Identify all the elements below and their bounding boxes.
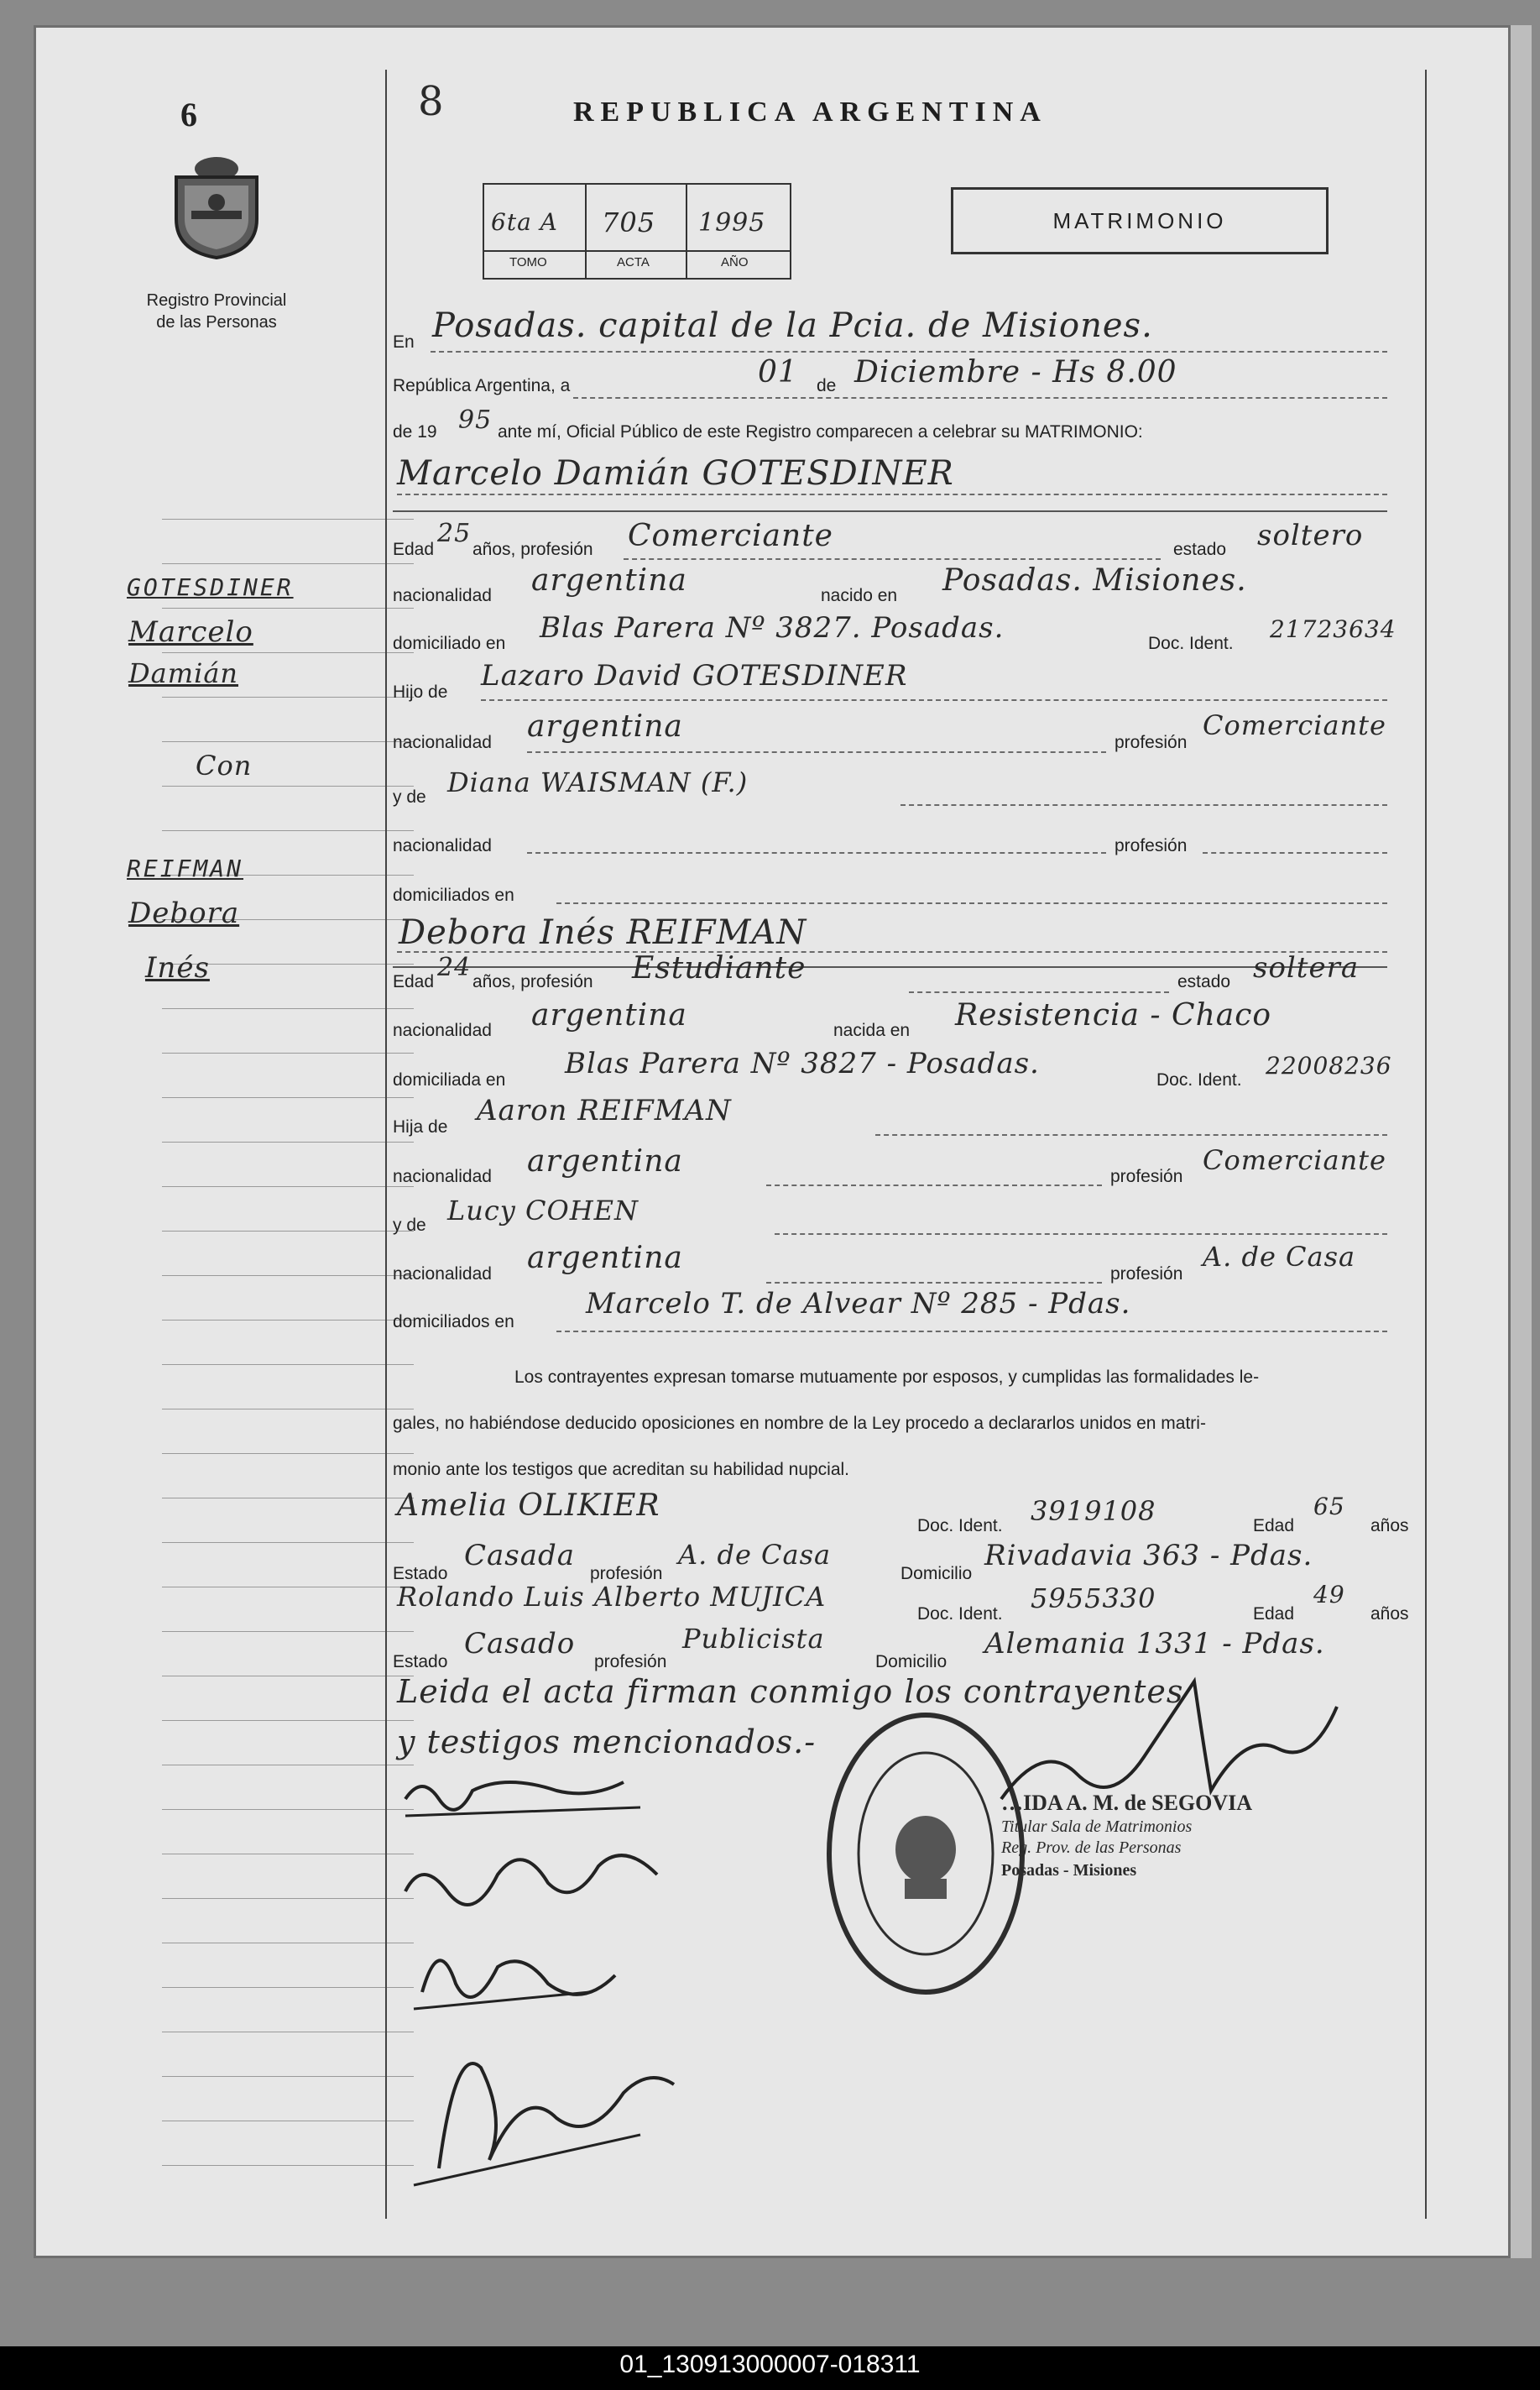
signature-witness1 xyxy=(414,1960,615,2009)
margin-ruled-line xyxy=(162,1542,414,1543)
margin-ruled-line xyxy=(162,1231,414,1232)
margin-bride-second: Inés xyxy=(145,951,210,985)
margin-ruled-line xyxy=(162,1097,414,1098)
declaration-line2: gales, no habiéndose deducido oposiciones en nombre de la Ley procedo a declararlos unidos en matri- xyxy=(393,1414,1206,1433)
official-signature xyxy=(993,1673,1345,1841)
doc-type-box xyxy=(951,187,1329,254)
witness2-anos: años xyxy=(1370,1604,1409,1624)
header-title: REPUBLICA ARGENTINA xyxy=(573,97,1047,128)
month-value: Diciembre - Hs 8.00 xyxy=(854,355,1177,390)
margin-ruled-line xyxy=(162,519,414,520)
bride-mother-prof-label: profesión xyxy=(1110,1264,1183,1284)
groom-nacido: Posadas. Misiones. xyxy=(942,563,1247,598)
bride-nacida-label: nacida en xyxy=(833,1021,911,1040)
margin-ruled-line xyxy=(162,2076,414,2077)
signatures-block xyxy=(389,1765,741,2202)
bride-estado: soltera xyxy=(1253,951,1360,985)
year-prefix: de 19 xyxy=(393,422,437,442)
witness1-dom-label: Domicilio xyxy=(901,1564,973,1583)
groom-edad: 25 xyxy=(437,519,472,548)
signature-witness2 xyxy=(414,2063,674,2185)
official-stamp-line3: Reg. Prov. de las Personas xyxy=(1001,1838,1182,1857)
margin-ruled-line xyxy=(162,830,414,831)
groom-anos-label: años, profesión xyxy=(472,540,593,559)
margin-ruled-line xyxy=(162,1453,414,1454)
witness1-estado: Casada xyxy=(464,1539,576,1572)
bride-dom-label: domiciliada en xyxy=(393,1070,506,1090)
witness2-edad: 49 xyxy=(1313,1581,1345,1608)
certificate-page xyxy=(34,25,1511,2258)
groom-father-prof-label: profesión xyxy=(1115,733,1188,752)
bride-father-prof-label: profesión xyxy=(1110,1167,1183,1186)
witness2-doc: 5955330 xyxy=(1031,1582,1156,1614)
acta-label: ACTA xyxy=(617,255,650,269)
bride-doc: 22008236 xyxy=(1266,1052,1392,1080)
groom-domiciliados-label: domiciliados en xyxy=(393,886,514,905)
seal-caption-line1: Registro Provincial xyxy=(146,291,287,310)
bride-profesion: Estudiante xyxy=(632,951,807,986)
republica-label: República Argentina, a xyxy=(393,376,571,395)
witness1-edad-label: Edad xyxy=(1253,1516,1295,1535)
bride-mother: Lucy COHEN xyxy=(447,1195,639,1226)
tomo-label: TOMO xyxy=(509,255,547,269)
main-left-border xyxy=(385,70,387,2219)
groom-nac-label: nacionalidad xyxy=(393,586,492,605)
date-value: 01 xyxy=(758,355,798,390)
margin-ruled-line xyxy=(162,1008,414,1009)
margin-ruled-line xyxy=(162,1720,414,1721)
witness2-estado-label: Estado xyxy=(393,1652,448,1671)
groom-mother-nac-label: nacionalidad xyxy=(393,836,492,855)
groom-father-nac-label: nacionalidad xyxy=(393,733,492,752)
margin-ruled-line xyxy=(162,1809,414,1810)
declaration-line3: monio ante los testigos que acreditan su habilidad nupcial. xyxy=(393,1460,850,1479)
witness1-prof: A. de Casa xyxy=(678,1539,832,1571)
main-right-border xyxy=(1425,70,1427,2219)
margin-ruled-line xyxy=(162,1987,414,1988)
groom-father: Lazaro David GOTESDINER xyxy=(481,659,908,693)
groom-domicilio: Blas Parera Nº 3827. Posadas. xyxy=(540,611,1005,645)
en-label: En xyxy=(393,332,415,352)
bride-edad-label: Edad xyxy=(393,972,435,991)
margin-ruled-line xyxy=(162,1186,414,1187)
margin-ruled-line xyxy=(162,2165,414,2166)
witness1-edad: 65 xyxy=(1313,1493,1345,1520)
closing-line1: Leida el acta firman conmigo los contrayentes xyxy=(397,1673,1184,1710)
groom-y-de-label: y de xyxy=(393,787,426,807)
bride-domiciliados: Marcelo T. de Alvear Nº 285 - Pdas. xyxy=(586,1287,1131,1321)
groom-estado-label: estado xyxy=(1173,540,1227,559)
tomo-value: 6ta A xyxy=(491,208,558,236)
groom-mother: Diana WAISMAN (F.) xyxy=(447,766,749,798)
seal-caption xyxy=(120,290,313,333)
de-label: de xyxy=(817,376,837,395)
margin-ruled-line xyxy=(162,1275,414,1276)
bride-mother-nac: argentina xyxy=(527,1241,683,1275)
bride-mother-prof: A. de Casa xyxy=(1203,1241,1356,1273)
margin-ruled-line xyxy=(162,652,414,653)
margin-ruled-line xyxy=(162,563,414,564)
groom-father-nac: argentina xyxy=(527,709,683,744)
marginal-mark: 8 xyxy=(418,78,445,125)
bride-father-prof: Comerciante xyxy=(1203,1144,1386,1176)
margin-ruled-line xyxy=(162,741,414,742)
groom-father-prof: Comerciante xyxy=(1203,709,1386,741)
margin-groom-first: Marcelo xyxy=(128,615,253,649)
witness1-estado-label: Estado xyxy=(393,1564,448,1583)
margin-ruled-line xyxy=(162,1898,414,1899)
margin-ruled-line xyxy=(162,786,414,787)
margin-con: Con xyxy=(196,750,253,782)
witness2-domicilio: Alemania 1331 - Pdas. xyxy=(984,1627,1325,1660)
margin-ruled-line xyxy=(162,608,414,609)
witness1-doc-label: Doc. Ident. xyxy=(917,1516,1003,1535)
bride-y-de-label: y de xyxy=(393,1216,426,1235)
official-stamp-line4: Posadas - Misiones xyxy=(1001,1861,1137,1880)
witness2-estado: Casado xyxy=(464,1627,576,1660)
bride-father-nac-label: nacionalidad xyxy=(393,1167,492,1186)
witness2-prof: Publicista xyxy=(682,1623,825,1655)
bride-edad: 24 xyxy=(437,953,472,982)
bride-nac: argentina xyxy=(531,998,687,1033)
year-value: 95 xyxy=(458,405,493,435)
bride-nacida: Resistencia - Chaco xyxy=(955,998,1272,1033)
bride-mother-nac-label: nacionalidad xyxy=(393,1264,492,1284)
margin-ruled-line xyxy=(162,1053,414,1054)
groom-nac: argentina xyxy=(531,563,687,598)
bride-father: Aaron REIFMAN xyxy=(477,1094,732,1127)
groom-profesion: Comerciante xyxy=(628,519,833,553)
margin-column xyxy=(86,96,363,2294)
margin-bride-first: Debora xyxy=(128,897,240,930)
witness2-dom-label: Domicilio xyxy=(875,1652,947,1671)
signature-groom xyxy=(405,1782,640,1816)
margin-groom-second: Damián xyxy=(128,657,238,689)
margin-ruled-line xyxy=(162,1631,414,1632)
witness1-anos: años xyxy=(1370,1516,1409,1535)
declaration-line1: Los contrayentes expresan tomarse mutuamente por esposos, y cumplidas las formalidades le- xyxy=(514,1368,1260,1387)
witness2-name: Rolando Luis Alberto MUJICA xyxy=(397,1581,827,1613)
witness2-prof-label: profesión xyxy=(594,1652,667,1671)
groom-doc-label: Doc. Ident. xyxy=(1148,634,1234,653)
margin-ruled-line xyxy=(162,1142,414,1143)
margin-ruled-line xyxy=(162,1320,414,1321)
groom-edad-label: Edad xyxy=(393,540,435,559)
bride-doc-label: Doc. Ident. xyxy=(1156,1070,1242,1090)
witness2-doc-label: Doc. Ident. xyxy=(917,1604,1003,1624)
bride-hija-label: Hija de xyxy=(393,1117,448,1137)
ano-value: 1995 xyxy=(698,208,766,238)
record-box xyxy=(483,183,791,280)
bride-anos-label: años, profesión xyxy=(472,972,593,991)
witness2-edad-label: Edad xyxy=(1253,1604,1295,1624)
signature-bride xyxy=(405,1855,657,1905)
footer-id: 01_130913000007-018311 xyxy=(619,2351,921,2378)
margin-ruled-line xyxy=(162,1364,414,1365)
declaration xyxy=(393,1354,1400,1493)
groom-dom-label: domiciliado en xyxy=(393,634,506,653)
groom-name-line: Marcelo Damián GOTESDINER xyxy=(397,454,954,493)
official-stamp-line1: …IDA A. M. de SEGOVIA xyxy=(1001,1791,1253,1815)
doc-type: MATRIMONIO xyxy=(1052,208,1227,233)
witness1-doc: 3919108 xyxy=(1031,1495,1156,1527)
groom-estado: soltero xyxy=(1257,519,1364,552)
coat-of-arms-icon xyxy=(166,152,267,261)
groom-mother-prof-label: profesión xyxy=(1115,836,1188,855)
ano-label: AÑO xyxy=(721,255,749,269)
page-number: 6 xyxy=(180,96,197,133)
witness1-domicilio: Rivadavia 363 - Pdas. xyxy=(984,1539,1313,1572)
seal-caption-line2: de las Personas xyxy=(156,313,277,332)
witness1-prof-label: profesión xyxy=(590,1564,663,1583)
margin-groom-surname: GOTESDINER xyxy=(127,573,294,601)
bride-father-nac: argentina xyxy=(527,1144,683,1179)
appear-text: ante mí, Oficial Público de este Registro comparecen a celebrar su MATRIMONIO: xyxy=(498,422,1143,442)
margin-ruled-line xyxy=(162,697,414,698)
bride-domiciliados-label: domiciliados en xyxy=(393,1312,514,1331)
bride-nac-label: nacionalidad xyxy=(393,1021,492,1040)
acta-value: 705 xyxy=(602,207,656,238)
official-stamp-line2: Titular Sala de Matrimonios xyxy=(1001,1817,1193,1836)
bride-domicilio: Blas Parera Nº 3827 - Posadas. xyxy=(565,1047,1040,1080)
margin-bride-surname: REIFMAN xyxy=(127,855,244,882)
bride-name-line: Debora Inés REIFMAN xyxy=(399,913,807,952)
groom-nacido-label: nacido en xyxy=(821,586,898,605)
groom-hijo-label: Hijo de xyxy=(393,682,448,702)
bride-estado-label: estado xyxy=(1177,972,1231,991)
closing-line2: y testigos mencionados.- xyxy=(397,1723,817,1760)
groom-doc: 21723634 xyxy=(1270,615,1396,643)
witness1-name: Amelia OLIKIER xyxy=(397,1488,660,1523)
place-value: Posadas. capital de la Pcia. de Misiones. xyxy=(432,306,1153,345)
